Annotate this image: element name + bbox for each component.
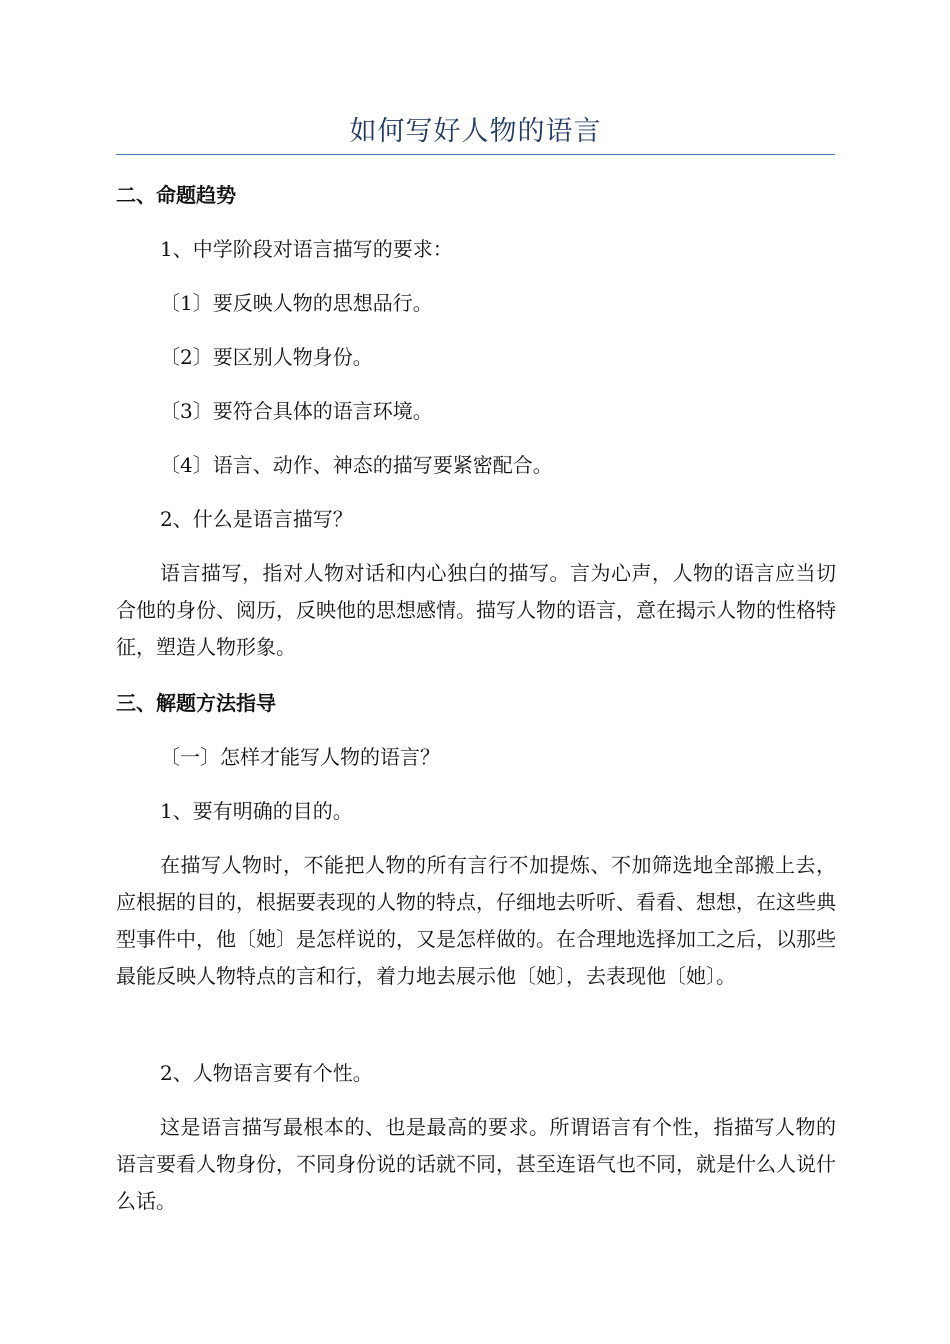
section-heading-trends: 二、命题趋势 — [116, 183, 236, 207]
paragraph-clear-purpose: 在描写人物时，不能把人物的所有言行不加提炼、不加筛选地全部搬上去，应根据的目的，根据要表现的人物的特点，仔细地去听听、看看、想想，在这些典型事件中，他〔她〕是怎样说的，又是怎样做的。在合理地选择加工之后，以那些最能反映人物特点的言和行，着力地去展示他〔她〕，去表现他〔她〕。 — [116, 853, 836, 988]
requirement-1: 〔1〕要反映人物的思想品行。 — [160, 291, 433, 315]
point-clear-purpose: 1、要有明确的目的。 — [160, 799, 353, 823]
point-personality: 2、人物语言要有个性。 — [160, 1061, 373, 1085]
requirement-4: 〔4〕语言、动作、神态的描写要紧密配合。 — [160, 453, 553, 477]
requirement-2: 〔2〕要区别人物身份。 — [160, 345, 373, 369]
subsection-how-to: 〔一〕怎样才能写人物的语言？ — [160, 745, 440, 769]
paragraph-definition: 语言描写，指对人物对话和内心独白的描写。言为心声，人物的语言应当切合他的身份、阅历，反映他的思想感情。描写人物的语言，意在揭示人物的性格特征，塑造人物形象。 — [116, 561, 836, 659]
section-heading-methods: 三、解题方法指导 — [116, 691, 276, 715]
paragraph-personality: 这是语言描写最根本的、也是最高的要求。所谓语言有个性，指描写人物的语言要看人物身份，不同身份说的话就不同，甚至连语气也不同，就是什么人说什么话。 — [116, 1115, 836, 1213]
title-underline — [116, 154, 835, 155]
list-item-what-is: 2、什么是语言描写？ — [160, 507, 353, 531]
document-title: 如何写好人物的语言 — [349, 116, 602, 147]
requirement-3: 〔3〕要符合具体的语言环境。 — [160, 399, 433, 423]
list-item-requirements: 1、中学阶段对语言描写的要求： — [160, 237, 453, 261]
